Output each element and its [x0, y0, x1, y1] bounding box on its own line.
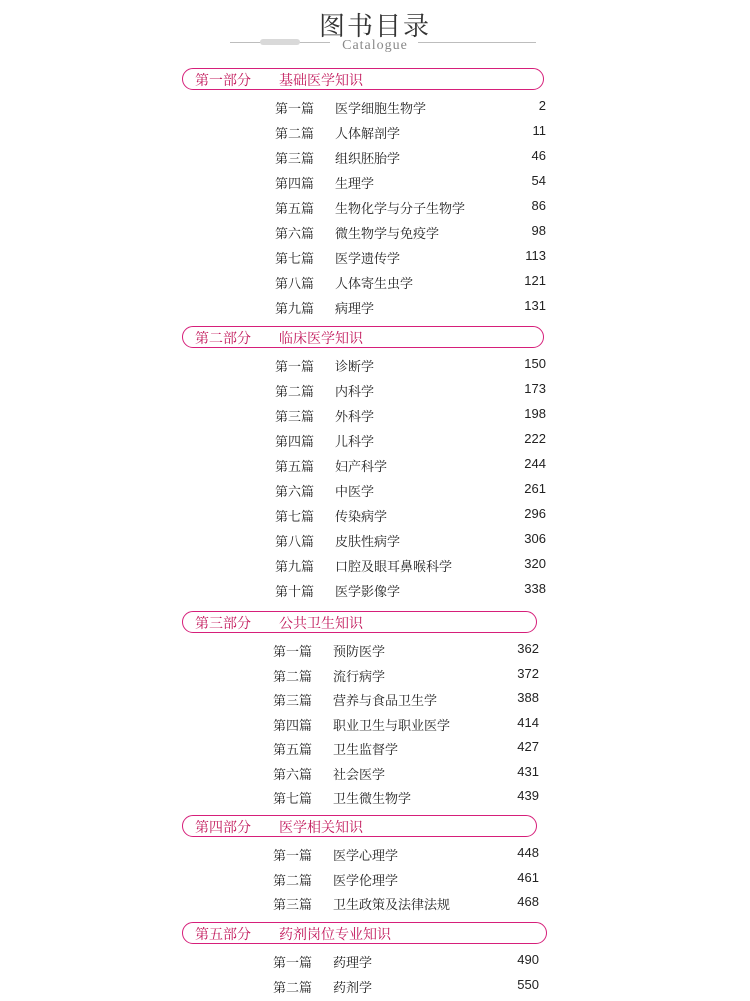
toc-entry[interactable] — [273, 952, 539, 976]
toc-entry[interactable] — [275, 223, 546, 247]
chapter-title: 医学遗传学 — [335, 252, 401, 267]
part-number: 第二部分 — [195, 331, 251, 347]
toc-entry[interactable] — [275, 98, 546, 122]
chapter-title: 营养与食品卫生学 — [333, 694, 438, 709]
chapter-title: 妇产科学 — [335, 460, 388, 475]
part-header[interactable] — [182, 815, 537, 837]
chapter-number: 第三篇 — [273, 694, 313, 709]
chapter-title: 生理学 — [335, 177, 375, 192]
part-title: 医学相关知识 — [279, 820, 363, 836]
chapter-title: 医学伦理学 — [333, 873, 399, 889]
chapter-title: 预防医学 — [333, 645, 386, 660]
chapter-number: 第一篇 — [273, 645, 313, 660]
page-number: 468 — [517, 894, 539, 909]
chapter-title: 卫生微生物学 — [333, 792, 412, 807]
toc-entry[interactable] — [275, 381, 546, 405]
chapter-number: 第六篇 — [275, 227, 315, 242]
chapter-number: 第二篇 — [273, 873, 313, 889]
toc-entry[interactable] — [275, 406, 546, 430]
toc-entry[interactable] — [273, 894, 539, 918]
chapter-number: 第十篇 — [275, 585, 315, 600]
chapter-number: 第二篇 — [275, 385, 315, 400]
chapter-title: 中医学 — [335, 485, 375, 500]
chapter-title: 微生物学与免疫学 — [335, 227, 440, 242]
chapter-title: 诊断学 — [335, 360, 375, 375]
chapter-title: 医学心理学 — [333, 849, 399, 864]
page-number: 198 — [524, 406, 546, 421]
toc-entry[interactable] — [275, 173, 546, 197]
page-number: 222 — [524, 431, 546, 446]
toc-entry[interactable] — [275, 506, 546, 530]
chapter-number: 第九篇 — [275, 302, 315, 317]
chapter-number: 第一篇 — [275, 102, 315, 117]
part-title: 基础医学知识 — [279, 73, 363, 89]
toc-entry[interactable] — [275, 581, 546, 605]
chapter-number: 第七篇 — [273, 792, 313, 807]
chapter-title: 药理学 — [333, 956, 373, 971]
page-number: 550 — [517, 976, 539, 992]
toc-entry[interactable] — [275, 298, 546, 322]
chapter-number: 第五篇 — [273, 743, 313, 758]
chapter-number: 第九篇 — [275, 560, 315, 575]
toc-entry[interactable] — [273, 739, 539, 763]
chapter-title: 社会医学 — [333, 767, 386, 783]
chapter-number: 第八篇 — [275, 277, 315, 292]
toc-entry[interactable] — [275, 456, 546, 480]
page-number: 372 — [517, 665, 539, 681]
chapter-number: 第三篇 — [273, 898, 313, 913]
page-number: 431 — [517, 763, 539, 779]
page-number: 121 — [524, 273, 546, 288]
toc-entry[interactable] — [275, 198, 546, 222]
catalogue-header — [0, 0, 750, 60]
chapter-number: 第七篇 — [275, 252, 315, 267]
page-number: 338 — [524, 581, 546, 596]
toc-entry[interactable] — [273, 690, 539, 714]
chapter-number: 第二篇 — [273, 980, 313, 996]
toc-entry[interactable] — [273, 977, 539, 1001]
chapter-title: 外科学 — [335, 410, 375, 425]
page-number: 414 — [517, 714, 539, 730]
part-header[interactable] — [182, 326, 544, 348]
chapter-title: 内科学 — [335, 385, 375, 400]
toc-entry[interactable] — [275, 431, 546, 455]
toc-entry[interactable] — [275, 531, 546, 555]
page-number: 461 — [517, 869, 539, 885]
toc-entry[interactable] — [275, 556, 546, 580]
part-number: 第三部分 — [195, 616, 251, 632]
chapter-title: 职业卫生与职业医学 — [333, 718, 451, 734]
chapter-number: 第三篇 — [275, 410, 315, 425]
page-number: 306 — [524, 531, 546, 546]
page-number: 173 — [524, 381, 546, 396]
chapter-title: 流行病学 — [333, 669, 386, 685]
chapter-number: 第一篇 — [273, 956, 313, 971]
part-number: 第四部分 — [195, 820, 251, 836]
chapter-number: 第三篇 — [275, 152, 315, 167]
page-number: 46 — [531, 148, 546, 163]
chapter-number: 第一篇 — [275, 360, 315, 375]
page-number: 113 — [525, 248, 546, 263]
chapter-title: 组织胚胎学 — [335, 152, 401, 167]
page-number: 11 — [532, 123, 546, 138]
chapter-number: 第一篇 — [273, 849, 313, 864]
part-header[interactable] — [182, 611, 537, 633]
chapter-number: 第六篇 — [275, 485, 315, 500]
toc-entry[interactable] — [275, 356, 546, 380]
page-number: 388 — [517, 690, 539, 705]
toc-entry[interactable] — [275, 481, 546, 505]
toc-entry[interactable] — [273, 764, 539, 788]
page-number: 98 — [531, 223, 546, 238]
chapter-number: 第四篇 — [273, 718, 313, 734]
page-number: 320 — [524, 556, 546, 571]
chapter-title: 儿科学 — [335, 435, 375, 450]
chapter-title: 卫生政策及法律法规 — [333, 898, 451, 913]
chapter-number: 第五篇 — [275, 460, 315, 475]
header-rule-right — [418, 42, 536, 43]
page-number: 296 — [524, 506, 546, 521]
toc-entry[interactable] — [273, 666, 539, 690]
chapter-title: 口腔及眼耳鼻喉科学 — [335, 560, 453, 575]
chapter-title: 人体寄生虫学 — [335, 277, 414, 292]
toc-entry[interactable] — [275, 123, 546, 147]
page-number: 2 — [538, 98, 546, 113]
toc-entry[interactable] — [273, 641, 539, 665]
page-number: 244 — [524, 456, 546, 471]
chapter-title: 病理学 — [335, 302, 375, 317]
toc-entry[interactable] — [275, 273, 546, 297]
page-number: 261 — [524, 481, 546, 496]
chapter-title: 医学影像学 — [335, 585, 401, 600]
page-number: 150 — [524, 356, 546, 371]
page-number: 54 — [531, 173, 546, 188]
part-header[interactable] — [182, 922, 547, 944]
toc-entry[interactable] — [273, 845, 539, 869]
page-number: 86 — [531, 198, 546, 213]
part-number: 第一部分 — [195, 73, 251, 89]
chapter-title: 药剂学 — [333, 980, 373, 996]
part-header[interactable] — [182, 68, 544, 90]
part-title: 药剂岗位专业知识 — [279, 927, 391, 943]
chapter-title: 医学细胞生物学 — [335, 102, 427, 117]
page-number: 427 — [517, 739, 539, 754]
page-number: 439 — [517, 788, 539, 803]
chapter-title: 卫生监督学 — [333, 743, 399, 758]
part-title: 临床医学知识 — [279, 331, 363, 347]
page-number: 362 — [517, 641, 539, 656]
part-title: 公共卫生知识 — [279, 616, 363, 632]
chapter-title: 传染病学 — [335, 510, 388, 525]
page-number: 131 — [524, 298, 546, 313]
page-number: 490 — [517, 952, 539, 967]
page-number: 448 — [517, 845, 539, 860]
chapter-title: 皮肤性病学 — [335, 535, 401, 550]
chapter-number: 第二篇 — [273, 669, 313, 685]
chapter-title: 人体解剖学 — [335, 127, 401, 142]
page-title: 图书目录 — [318, 12, 431, 42]
page-subtitle: Catalogue — [342, 38, 408, 53]
chapter-number: 第二篇 — [275, 127, 315, 142]
chapter-title: 生物化学与分子生物学 — [335, 202, 466, 217]
toc-entry[interactable] — [273, 788, 539, 812]
toc-entry[interactable] — [275, 148, 546, 172]
part-number: 第五部分 — [195, 927, 251, 943]
chapter-number: 第七篇 — [275, 510, 315, 525]
toc-entry[interactable] — [273, 870, 539, 894]
chapter-number: 第六篇 — [273, 767, 313, 783]
chapter-number: 第四篇 — [275, 435, 315, 450]
chapter-number: 第五篇 — [275, 202, 315, 217]
chapter-number: 第四篇 — [275, 177, 315, 192]
toc-entry[interactable] — [273, 715, 539, 739]
toc-entry[interactable] — [275, 248, 546, 272]
chapter-number: 第八篇 — [275, 535, 315, 550]
